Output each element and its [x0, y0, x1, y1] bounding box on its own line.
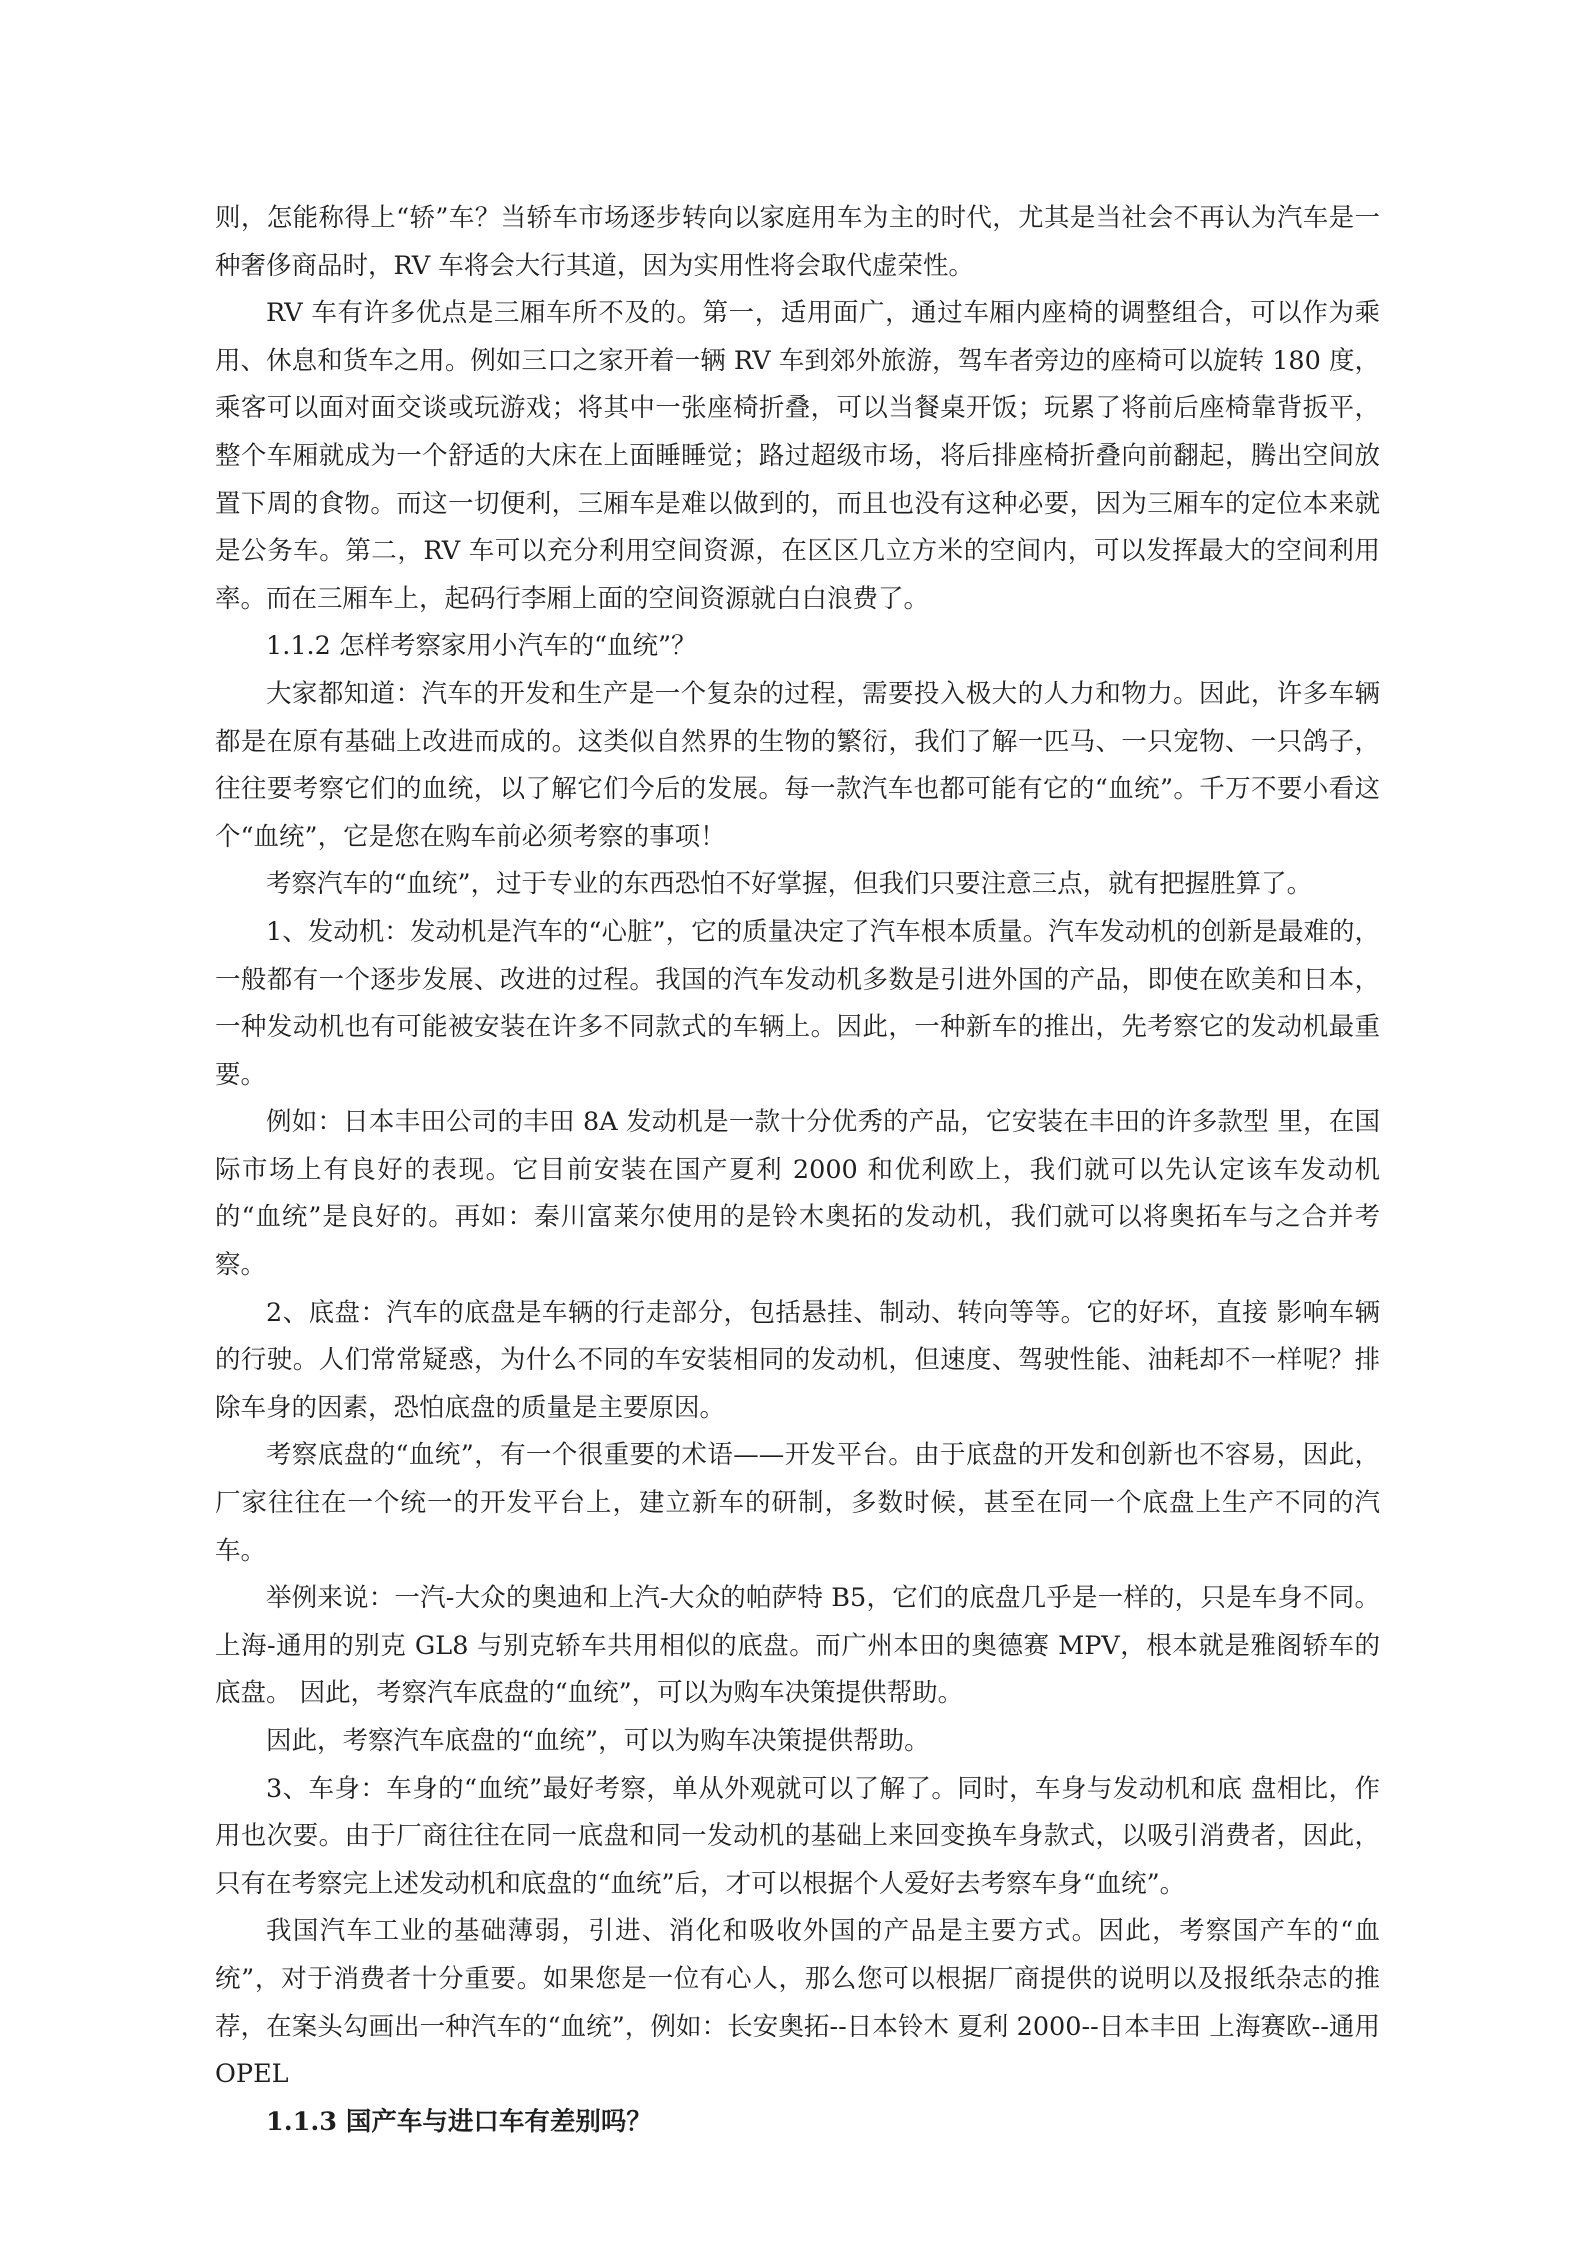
document-page: [215, 195, 1380, 2146]
paragraph-rv-advantages: RV 车有许多优点是三厢车所不及的。第一，适用面广，通过车厢内座椅的调整组合，可以作为乘用、休息和货车之用。例如三口之家开着一辆 RV 车到郊外旅游，驾车者旁边的座椅可以旋转 180 度，乘客可以面对面交谈或玩游戏；将其中一张座椅折叠，可以当餐桌开饭；玩累了将前后座椅靠背扳平，整个车厢就成为一个舒适的大床在上面睡睡觉；路过超级市场，将后排座椅折叠向前翻起，腾出空间放置下周的食物。而这一切便利，三厢车是难以做到的，而且也没有这种必要，因为三厢车的定位本来就是公务车。第二，RV 车可以充分利用空间资源，在区区几立方米的空间内，可以发挥最大的空间利用率。而在三厢车上，起码行李厢上面的空间资源就白白浪费了。: [215, 298, 1380, 614]
section-heading-1-1-2: 1.1.2 怎样考察家用小汽车的“血统”？: [266, 631, 697, 662]
paragraph-platform: 考察底盘的“血统”，有一个很重要的术语——开发平台。由于底盘的开发和创新也不容易，因此，厂家往往在一个统一的开发平台上，建立新车的研制，多数时候，甚至在同一个底盘上生产不同的汽车。: [215, 1440, 1380, 1566]
paragraph-bloodline-intro: 大家都知道：汽车的开发和生产是一个复杂的过程，需要投入极大的人力和物力。因此，许多车辆都是在原有基础上改进而成的。这类似自然界的生物的繁衍，我们了解一匹马、一只宠物、一只鸽子，往往要考察它们的血统，以了解它们今后的发展。每一款汽车也都可能有它的“血统”。千万不要小看这个“血统”，它是您在购车前必须考察的事项！: [215, 678, 1380, 852]
paragraph-body: 3、车身：车身的“血统”最好考察，单从外观就可以了解了。同时，车身与发动机和底 盘相比，作用也次要。由于厂商往往在同一底盘和同一发动机的基础上来回变换车身款式，以吸引消费者，因此，只有在考察完上述发动机和底盘的“血统”后，才可以根据个人爱好去考察车身“血统”。: [215, 1773, 1380, 1899]
paragraph-chassis: 2、底盘：汽车的底盘是车辆的行走部分，包括悬挂、制动、转向等等。它的好坏，直接 影响车辆的行驶。人们常常疑惑，为什么不同的车安装相同的发动机，但速度、驾驶性能、油耗却不一样呢？排除车身的因素，恐怕底盘的质量是主要原因。: [215, 1297, 1380, 1423]
paragraph-engine: 1、发动机：发动机是汽车的“心脏”，它的质量决定了汽车根本质量。汽车发动机的创新是最难的，一般都有一个逐步发展、改进的过程。我国的汽车发动机多数是引进外国的产品，即使在欧美和日本，一种发动机也有可能被安装在许多不同款式的车辆上。因此，一种新车的推出，先考察它的发动机最重要。: [215, 916, 1380, 1090]
paragraph-engine-example: 例如：日本丰田公司的丰田 8A 发动机是一款十分优秀的产品，它安装在丰田的许多款型 里，在国际市场上有良好的表现。它目前安装在国产夏利 2000 和优利欧上，我们就可以先认定该车发动机的“血统”是良好的。再如：秦川富莱尔使用的是铃木奥拓的发动机，我们就可以将奥拓车与之合并考察。: [215, 1107, 1380, 1281]
paragraph-domestic-industry: 我国汽车工业的基础薄弱，引进、消化和吸收外国的产品是主要方式。因此，考察国产车的“血统”，对于消费者十分重要。如果您是一位有心人，那么您可以根据厂商提供的说明以及报纸杂志的推荐，在案头勾画出一种汽车的“血统”，例如：长安奥拓--日本铃木 夏利 2000--日本丰田 上海赛欧--通用 OPEL: [215, 1916, 1380, 2090]
paragraph-chassis-conclusion: 因此，考察汽车底盘的“血统”，可以为购车决策提供帮助。: [266, 1726, 930, 1756]
section-heading-1-1-3: 1.1.3 国产车与进口车有差别吗？: [266, 2106, 652, 2137]
paragraph-three-points: 考察汽车的“血统”，过于专业的东西恐怕不好掌握，但我们只要注意三点，就有把握胜算了。: [266, 869, 1313, 900]
paragraph-rv-intro-end: 则，怎能称得上“轿”车？当轿车市场逐步转向以家庭用车为主的时代，尤其是当社会不再认为汽车是一种奢侈商品时，RV 车将会大行其道，因为实用性将会取代虚荣性。: [215, 203, 1380, 281]
paragraph-chassis-example: 举例来说：一汽-大众的奥迪和上汽-大众的帕萨特 B5，它们的底盘几乎是一样的，只是车身不同。上海-通用的别克 GL8 与别克轿车共用相似的底盘。而广州本田的奥德赛 MPV，根本就是雅阁轿车的底盘。 因此，考察汽车底盘的“血统”，可以为购车决策提供帮助。: [215, 1583, 1380, 1709]
